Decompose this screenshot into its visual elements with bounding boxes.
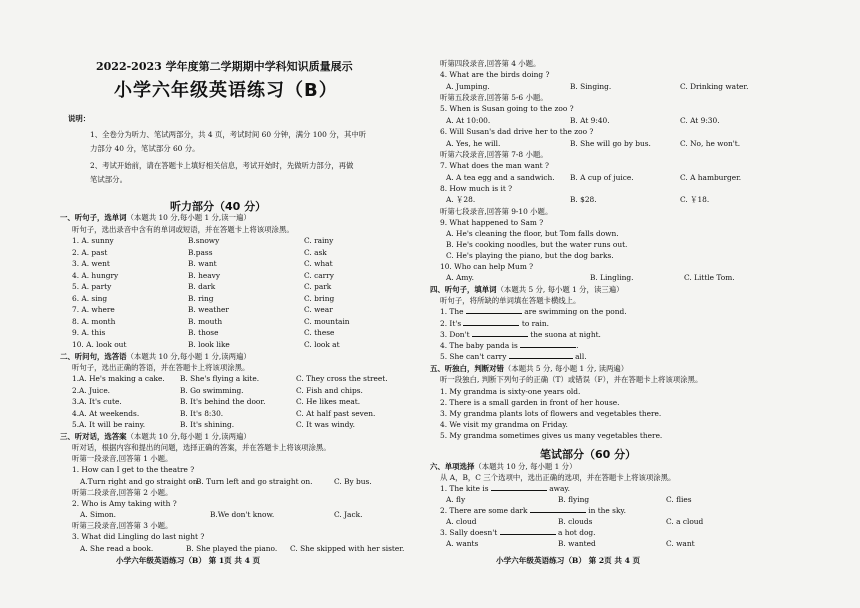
mc-option: A. fly: [446, 495, 466, 504]
question-2-option: C. Jack.: [334, 510, 363, 519]
answer-blank[interactable]: [509, 351, 573, 359]
part2-instruction: 听句子，选出正确的答语，并在答题卡上将该项涂黑。: [72, 363, 250, 372]
segment-2-label: 听第二段录音,回答第 2 小题。: [72, 488, 173, 497]
question-8-option: A. ￥28.: [446, 195, 476, 204]
page-footer: 小学六年级英语练习（B） 第 1页 共 4 页: [116, 556, 261, 565]
exam-subtitle: 2022-2023 学年度第二学期期中学科知识质量展示: [96, 60, 353, 73]
left-page: 2022-2023 学年度第二学期期中学科知识质量展示 小学六年级英语练习（B） 说明： 1、全卷分为听力、笔试两部分，共 4 页，考试时间 60 分钟，满分 100 分，其中听 力部分 40 分，笔试部分 60 分。 2、考试开始前，请在答题卡上填好相关信息，考试开始时，先做听力部分，再做 笔试部分。 听力部分（40 分） 一、听句子，选单词（本题共 10 分,每小题 1 分,读一遍） 听句子，选出录音中含有的单词或短语，并在答题卡上将该项涂黑。 1. A. sunny B.snowy C. rainy 2. A. past B.pass C. ask 3. A. went B. want C. what 4. A. hungry B. heavy C. carry 5. A. party B. dark C. park 6. A. sing B. ring C. bring 7. A. where B. weather C. wear 8. A. month B. mouth C. mountain 9. A. this B. those C. these 10. A. look out B. look like C. look at 二、听问句，选答语（本题共 10 分,每小题 1 分,读两遍） 听句子，选出正确的答语，并在答题卡上将该项涂黑。 1.A. He's making a cake. B. She's flying a kite. C. They cross the street. 2.A. Juice. B. Go swimming. C. Fish and chips. 3.A. It's cute. B. It's behind the door. C. He likes meat. 4.A. At weekends. B. It's 8:30. C. At half past seven. 5.A. It will be rainy. B. It's shining. C. It was windy. 三、听对话，选答案（本题共 10 分,每小题 1 分,读两遍） 听对话，根据内容和提出的问题，选择正确的答案，并在答题卡上将该项涂黑。 听第一段录音,回答第 1 小题。 1. How can I get to the theatre ? A.Turn right and go straight on. B. Turn left and go straight on. C. By bus. 听第二段录音,回答第 2 小题。 2. Who is Amy taking with ? A. Simon. B.We don't know. C. Jack. 听第三段录音,回答第 3 小题。 3. What did Lingling do last night ? A. She read a book. B. She played the piano. C. She skipped with her sister. 小学六年级英语练习（B） 第 1页 共 4 页: [60, 60, 405, 565]
question-10-option: B. Lingling.: [590, 273, 634, 282]
exam-title: 小学六年级英语练习（B）: [114, 80, 338, 101]
question-5: 5. When is Susan going to the zoo ?: [440, 104, 574, 113]
question-2-option: A. Simon.: [80, 510, 117, 519]
answer-blank[interactable]: [463, 318, 519, 326]
answer-blank[interactable]: [530, 505, 586, 513]
question-4-option: C. Drinking water.: [680, 82, 749, 91]
fill-sentence-3: 3. Don't the suona at night.: [440, 330, 601, 339]
question-9-option: A. He's cleaning the floor, but Tom falls down.: [446, 229, 619, 238]
question-8-option: B. $28.: [570, 195, 597, 204]
mc-option: C. want: [666, 539, 695, 548]
question-7-option: B. A cup of juice.: [570, 173, 634, 182]
part1-heading: 一、听句子，选单词（本题共 10 分,每小题 1 分,读一遍）: [60, 213, 251, 222]
writing-title: 笔试部分（60 分）: [540, 448, 637, 461]
question-10: 10. Who can help Mum ?: [440, 262, 534, 271]
mc-option: A. cloud: [446, 517, 477, 526]
part6-instruction: 从 A，B，C 三个选项中，选出正确的选项，并在答题卡上将该项涂黑。: [440, 473, 676, 482]
note-1b: 力部分 40 分，笔试部分 60 分。: [90, 144, 200, 153]
listening-title: 听力部分（40 分）: [170, 200, 267, 213]
fill-sentence-4: 4. The baby panda is .: [440, 341, 579, 350]
page-footer: 小学六年级英语练习（B） 第 2页 共 4 页: [496, 556, 641, 565]
statement: 1. My grandma is sixty-one years old.: [440, 387, 581, 396]
part3-instruction: 听对话，根据内容和提出的问题，选择正确的答案，并在答题卡上将该项涂黑。: [72, 443, 331, 452]
question-5-option: B. At 9:40.: [570, 116, 610, 125]
question-1-option: C. By bus.: [334, 477, 372, 486]
statement: 5. My grandma sometimes gives us many vegetables there.: [440, 431, 663, 440]
question-9-option: C. He's playing the piano, but the dog barks.: [446, 251, 614, 260]
question-8: 8. How much is it ?: [440, 184, 513, 193]
question-5-option: A. At 10:00.: [446, 116, 491, 125]
fill-sentence-1: 1. The are swimming on the pond.: [440, 307, 627, 316]
part3-heading: 三、听对话，选答案（本题共 10 分,每小题 1 分,读两遍）: [60, 432, 251, 441]
segment-7-label: 听第七段录音,回答第 9-10 小题。: [440, 207, 553, 216]
answer-blank[interactable]: [466, 306, 522, 314]
note-2b: 笔试部分。: [90, 175, 127, 184]
question-2: 2. Who is Amy taking with ?: [72, 499, 177, 508]
question-1-option: B. Turn left and go straight on.: [196, 477, 313, 486]
statement: 4. We visit my grandma on Friday.: [440, 420, 568, 429]
segment-1-label: 听第一段录音,回答第 1 小题。: [72, 454, 173, 463]
part1-instruction: 听句子，选出录音中含有的单词或短语，并在答题卡上将该项涂黑。: [72, 225, 294, 234]
part2-heading: 二、听问句，选答语（本题共 10 分,每小题 1 分,读两遍）: [60, 352, 251, 361]
part6-heading: 六、单项选择（本题共 10 分, 每小题 1 分）: [430, 462, 577, 471]
question-1: 1. How can I get to the theatre ?: [72, 465, 195, 474]
note-1a: 1、全卷分为听力、笔试两部分，共 4 页，考试时间 60 分钟，满分 100 分，其中听: [90, 130, 367, 139]
statement: 2. There is a small garden in front of her house.: [440, 398, 620, 407]
question-4: 4. What are the birds doing ?: [440, 70, 550, 79]
part4-heading: 四、听句子，填单词（本题共 5 分, 每小题 1 分，读三遍）: [430, 285, 624, 294]
question-3-option: B. She played the piano.: [186, 544, 278, 553]
question-6-option: A. Yes, he will.: [446, 139, 501, 148]
question-9: 9. What happened to Sam ?: [440, 218, 544, 227]
question-4-option: B. Singing.: [570, 82, 612, 91]
question-10-option: A. Amy.: [446, 273, 474, 282]
segment-4-label: 听第四段录音,回答第 4 小题。: [440, 59, 541, 68]
answer-blank[interactable]: [472, 329, 528, 337]
statement: 3. My grandma plants lots of flowers and vegetables there.: [440, 409, 662, 418]
answer-blank[interactable]: [520, 340, 576, 348]
mc-option: A. wants: [446, 539, 479, 548]
mc-option: B. clouds: [558, 517, 593, 526]
answer-blank[interactable]: [500, 527, 556, 535]
mc-option: B. wanted: [558, 539, 596, 548]
question-4-option: A. Jumping.: [446, 82, 490, 91]
answer-blank[interactable]: [491, 483, 547, 491]
mc-question-2: 2. There are some dark in the sky.: [440, 506, 626, 515]
question-2-option: B.We don't know.: [210, 510, 275, 519]
right-page: [430, 0, 860, 608]
question-3-option: A. She read a book.: [80, 544, 154, 553]
fill-sentence-2: 2. It's to rain.: [440, 319, 550, 328]
question-7-option: A. A tea egg and a sandwich.: [446, 173, 555, 182]
question-7: 7. What does the man want ?: [440, 161, 549, 170]
segment-6-label: 听第六段录音,回答第 7-8 小题。: [440, 150, 548, 159]
question-10-option: C. Little Tom.: [684, 273, 735, 282]
question-8-option: C. ￥18.: [680, 195, 710, 204]
question-6-option: B. She will go by bus.: [570, 139, 651, 148]
mc-option: C. a cloud: [666, 517, 704, 526]
question-3-option: C. She skipped with her sister.: [290, 544, 405, 553]
notes-label: 说明：: [68, 114, 91, 123]
question-9-option: B. He's cooking noodles, but the water runs out.: [446, 240, 628, 249]
mc-option: C. flies: [666, 495, 692, 504]
segment-3-label: 听第三段录音,回答第 3 小题。: [72, 521, 173, 530]
question-6-option: C. No, he won't.: [680, 139, 741, 148]
part4-instruction: 听句子，将所缺的单词填在答题卡横线上。: [440, 296, 581, 305]
part5-instruction: 听一段独白, 判断下列句子的正确（T）或错误（F），并在答题卡上将该项涂黑。: [440, 375, 703, 384]
question-7-option: C. A hamburger.: [680, 173, 742, 182]
question-6: 6. Will Susan's dad drive her to the zoo ?: [440, 127, 594, 136]
mc-question-3: 3. Sally doesn't a hot dog.: [440, 528, 596, 537]
question-3: 3. What did Lingling do last night ?: [72, 532, 205, 541]
mc-question-1: 1. The kite is away.: [440, 484, 570, 493]
note-2a: 2、考试开始前，请在答题卡上填好相关信息，考试开始时，先做听力部分，再做: [90, 161, 354, 170]
segment-5-label: 听第五段录音,回答第 5-6 小题。: [440, 93, 548, 102]
fill-sentence-5: 5. She can't carry all.: [440, 352, 587, 361]
part5-heading: 五、听独白，判断对错（本题共 5 分, 每小题 1 分, 读两遍）: [430, 364, 629, 373]
mc-option: B. flying: [558, 495, 590, 504]
question-1-option: A.Turn right and go straight on.: [80, 477, 200, 486]
question-5-option: C. At 9:30.: [680, 116, 720, 125]
